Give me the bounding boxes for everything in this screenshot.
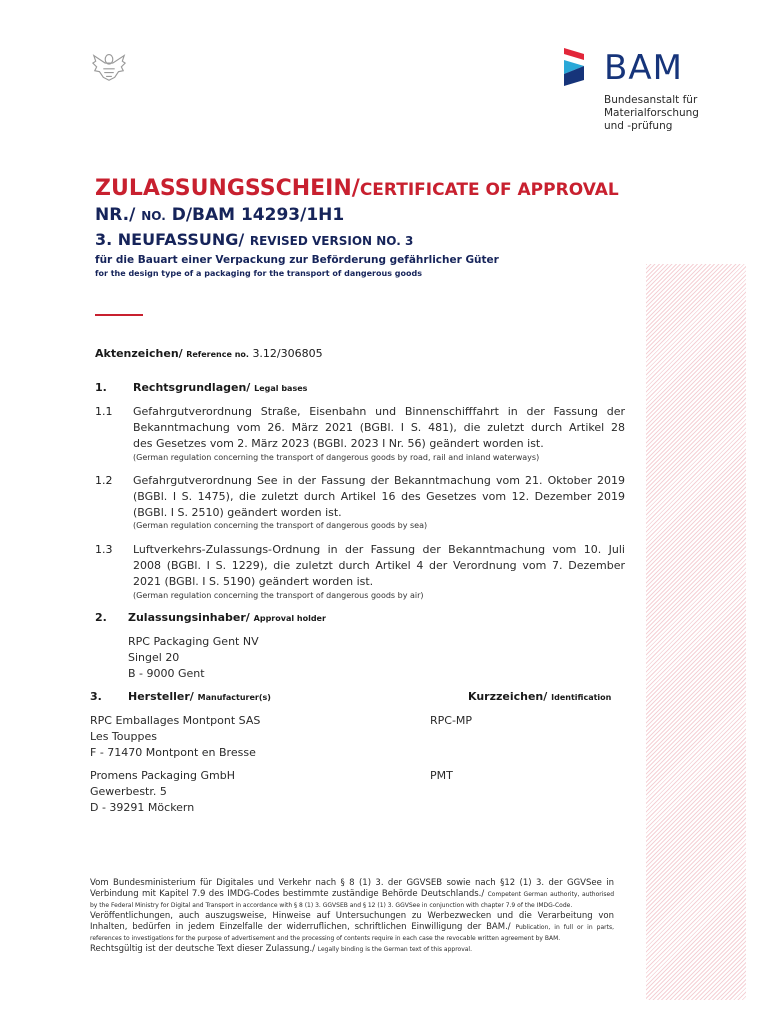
- item-number: 1.1: [95, 405, 113, 418]
- section-title-manufacturers: Hersteller/ Manufacturer(s): [128, 690, 271, 703]
- item-number: 1.2: [95, 474, 113, 487]
- section-number: 1.: [95, 381, 107, 394]
- decorative-side-strip: [646, 264, 746, 1000]
- design-type-en: for the design type of a packaging for the transport of dangerous goods: [95, 269, 422, 278]
- section-title-legal-bases: Rechtsgrundlagen/ Legal bases: [133, 381, 308, 394]
- manufacturer-address: Promens Packaging GmbH Gewerbestr. 5 D - 39291 Möckern: [90, 769, 235, 814]
- design-type-de: für die Bauart einer Verpackung zur Beförderung gefährlicher Güter: [95, 254, 499, 266]
- section-number: 2.: [95, 611, 107, 624]
- legal-basis-note: (German regulation concerning the transport of dangerous goods by sea): [133, 521, 428, 530]
- reference-number: Aktenzeichen/ Reference no. 3.12/306805: [95, 347, 323, 360]
- item-number: 1.3: [95, 543, 113, 556]
- footer-publication: Veröffentlichungen, auch auszugsweise, Hinweise auf Untersuchungen zu Werbezwecken und die Verarbeitung von Inhalten, bedürfen in jedem Einzelfalle der widerruflichen, schriftlichen Einwilligung der BAM./ Publication, in full or in parts, references to investigations for the purpose of advertisement and the processing of contents require in each case the revocable written agreement by BAM.: [90, 911, 615, 942]
- manufacturer-code: PMT: [430, 769, 453, 782]
- bam-logo-word: BAM: [604, 48, 683, 88]
- section-number: 3.: [90, 690, 102, 703]
- section-title-approval-holder: Zulassungsinhaber/ Approval holder: [128, 611, 326, 624]
- divider: [95, 314, 143, 316]
- manufacturer-code: RPC-MP: [430, 714, 473, 727]
- legal-basis-text: Luftverkehrs-Zulassungs-Ordnung in der Fassung der Bekanntmachung vom 10. Juli 2008 (BGBl. I S. 1229), die zuletzt durch Artikel 4 der Verordnung vom 7. Dezember 2021 (BGBl. I S. 5190) geändert worden ist.: [133, 543, 625, 588]
- document-title: ZULASSUNGSSCHEIN/CERTIFICATE OF APPROVAL: [95, 176, 619, 201]
- footer-notes: [90, 878, 614, 955]
- manufacturer-address: RPC Emballages Montpont SAS Les Touppes F - 71470 Montpont en Bresse: [90, 714, 261, 759]
- federal-eagle-icon: [90, 46, 128, 84]
- approval-holder-address: RPC Packaging Gent NV Singel 20 B - 9000 Gent: [128, 635, 259, 680]
- legal-basis-note: (German regulation concerning the transport of dangerous goods by air): [133, 591, 424, 600]
- footer-authority: Vom Bundesministerium für Digitales und Verkehr nach § 8 (1) 3. der GGVSEB sowie nach §12 (1) 3. der GGVSee in Verbindung mit Kapitel 7.9 des IMDG-Codes bestimmte zuständige Behörde Deutschlands./ Competent German authority, authorised by the Federal Ministry for Digital and Transport in accordance with § 8 (1) 3. GGVSEB and § 12 (1) 3. GGVSee in conjunction with chapter 7.9 of the IMDG-Code.: [90, 878, 615, 909]
- legal-basis-text: Gefahrgutverordnung See in der Fassung der Bekanntmachung vom 21. Oktober 2019 (BGBl. I S. 1475), die zuletzt durch Artikel 16 des Gesetzes vom 12. Dezember 2019 (BGBl. I S. 2510) geändert worden ist.: [133, 474, 625, 519]
- certificate-number: NR./ NO. D/BAM 14293/1H1: [95, 205, 345, 225]
- legal-basis-note: (German regulation concerning the transport of dangerous goods by road, rail and inland waterways): [133, 453, 540, 462]
- revision-heading: 3. NEUFASSUNG/ REVISED VERSION NO. 3: [95, 230, 414, 249]
- bam-logo-icon: [562, 46, 592, 90]
- footer-legal-text: Rechtsgültig ist der deutsche Text dieser Zulassung./ Legally binding is the German text of this approval.: [90, 944, 472, 954]
- bam-logo-subtitle: Bundesanstalt für Materialforschung und -prüfung: [604, 94, 699, 132]
- section-title-identification: Kurzzeichen/ Identification: [468, 690, 612, 703]
- legal-basis-text: Gefahrgutverordnung Straße, Eisenbahn und Binnenschifffahrt in der Fassung der Bekanntmachung vom 26. März 2021 (BGBl. I S. 481), die zuletzt durch Artikel 28 des Gesetzes vom 2. März 2023 (BGBl. 2023 I Nr. 56) geändert worden ist.: [133, 405, 625, 450]
